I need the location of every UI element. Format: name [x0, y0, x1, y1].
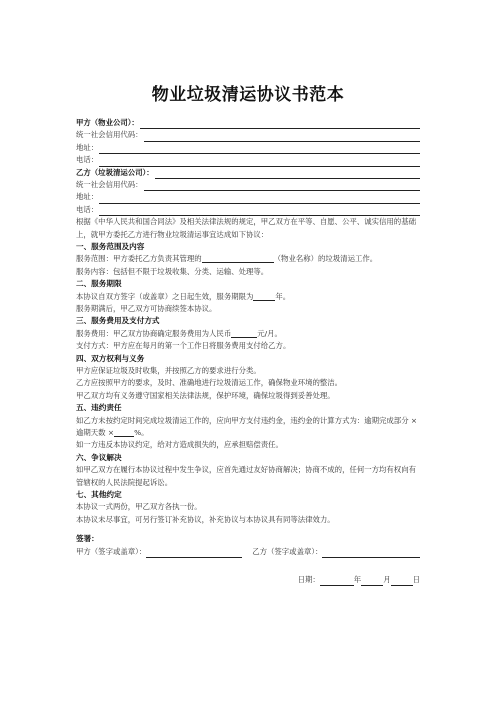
party-a-address-label: 地址：	[76, 142, 99, 152]
section-1-scope	[76, 253, 420, 265]
section-4-item: 乙方应按照甲方的要求，及时、准确地进行垃圾清运工作，确保物业环境的整洁。	[76, 378, 343, 388]
party-b-credit-label: 统一社会信用代码：	[76, 179, 143, 189]
day-blank[interactable]	[391, 576, 413, 586]
party-b-address-label: 地址：	[76, 192, 99, 202]
section-2-heading: 二、服务期限	[76, 279, 122, 289]
party-a-phone-field[interactable]	[99, 157, 420, 167]
party-a-credit-line	[76, 129, 420, 141]
day-label: 日	[412, 575, 420, 585]
penalty-rate-blank[interactable]	[114, 427, 134, 437]
section-5-heading: 五、违约责任	[76, 403, 122, 413]
section-7-item: 本协议未尽事宜，可另行签订补充协议，补充协议与本协议具有同等法律效力。	[76, 514, 335, 524]
section-7-heading: 七、其他约定	[76, 490, 122, 500]
party-b-sign-label: 乙方（签字或盖章）：	[252, 546, 323, 556]
breach-text-before: 如乙方未按约定时间完成垃圾清运工作的，应向甲方支付违约金，违约金的计算方式为：逾期完成部分 × 逾期天数 ×	[76, 415, 418, 438]
party-a-credit-field[interactable]	[144, 132, 420, 142]
property-name-blank[interactable]	[202, 253, 274, 263]
section-6-heading: 六、争议解决	[76, 452, 122, 462]
date-label: 日期：	[297, 575, 320, 585]
section-7-item: 本协议一式两份，甲乙双方各执一份。	[76, 502, 202, 512]
party-a-credit-label: 统一社会信用代码：	[76, 130, 143, 140]
scope-text-before: 服务范围：甲方委托乙方负责其管理的	[76, 254, 202, 264]
section-5-other: 如一方违反本协议约定，给对方造成损失的，应承担赔偿责任。	[76, 440, 283, 450]
fee-text-after: 元/月。	[257, 328, 282, 338]
document-body	[76, 117, 420, 586]
scope-text-after: （物业名称）的垃圾清运工作。	[273, 254, 378, 264]
party-a-sign-field[interactable]	[146, 548, 242, 558]
party-b-phone-field[interactable]	[99, 206, 420, 216]
section-4-item: 甲方应保证垃圾及时收集，并按照乙方的要求进行分类。	[76, 366, 261, 375]
party-b-phone-label: 电话：	[76, 204, 99, 214]
party-b-heading: 乙方（垃圾清运公司）：	[76, 167, 154, 177]
section-2-renew: 服务期满后，甲乙双方可协商续签本协议。	[76, 303, 217, 313]
date-line	[76, 574, 420, 586]
party-a-heading: 甲方（物业公司）：	[76, 117, 139, 127]
month-label: 月	[383, 575, 391, 585]
party-b-credit-field[interactable]	[144, 181, 420, 191]
fee-amount-blank[interactable]	[231, 328, 257, 338]
breach-text-after: %。	[134, 428, 149, 438]
section-6-text: 如甲乙双方在履行本协议过程中发生争议，应首先通过友好协商解决；协商不成的，任何一方均有权向有管辖权的人民法院提起诉讼。	[76, 465, 416, 487]
year-blank[interactable]	[320, 576, 354, 586]
party-b-credit-line	[76, 179, 420, 191]
section-3-payment: 支付方式：甲方应在每月的第一个工作日将服务费用支付给乙方。	[76, 341, 291, 351]
party-b-address-field[interactable]	[99, 194, 420, 204]
party-a-phone-label: 电话：	[76, 155, 99, 165]
section-1-content: 服务内容：包括但不限于垃圾收集、分类、运输、处理等。	[76, 266, 269, 276]
party-a-address-line	[76, 142, 420, 154]
section-1-heading: 一、服务范围及内容	[76, 241, 145, 251]
section-2-term	[76, 291, 420, 303]
month-blank[interactable]	[361, 576, 383, 586]
section-4-item: 甲乙双方均有义务遵守国家相关法律法规，保护环境，确保垃圾得到妥善处理。	[76, 390, 335, 400]
signature-heading: 签署：	[76, 534, 99, 544]
section-4-heading: 四、双方权利与义务	[76, 353, 145, 363]
signature-line	[76, 546, 420, 558]
section-5-breach	[76, 415, 420, 440]
party-a-address-field[interactable]	[99, 144, 420, 154]
party-b-name-field[interactable]	[155, 169, 420, 179]
party-b-heading-line	[76, 167, 420, 179]
party-a-name-field[interactable]	[140, 119, 420, 129]
term-years-blank[interactable]	[253, 291, 275, 301]
term-text-after: 年。	[275, 291, 291, 301]
fee-text-before: 服务费用：甲乙双方协商确定服务费用为人民币	[76, 328, 232, 338]
section-3-heading: 三、服务费用及支付方式	[76, 316, 160, 326]
party-a-heading-line	[76, 117, 420, 129]
party-a-sign-label: 甲方（签字或盖章）：	[76, 546, 147, 556]
year-label: 年	[353, 575, 362, 585]
document-title: 物业垃圾清运协议书范本	[151, 85, 345, 105]
party-a-phone-line	[76, 154, 420, 166]
party-b-phone-line	[76, 204, 420, 216]
section-3-fee	[76, 328, 420, 340]
party-b-sign-field[interactable]	[322, 548, 420, 558]
party-b-address-line	[76, 191, 420, 203]
term-text-before: 本协议自双方签字（或盖章）之日起生效，服务期限为	[76, 291, 254, 301]
intro-paragraph: 根据《中华人民共和国合同法》及相关法律法规的规定，甲乙双方在平等、自愿、公平、诚实信用的基础上，就甲方委托乙方进行物业垃圾清运事宜达成如下协议：	[76, 217, 416, 239]
